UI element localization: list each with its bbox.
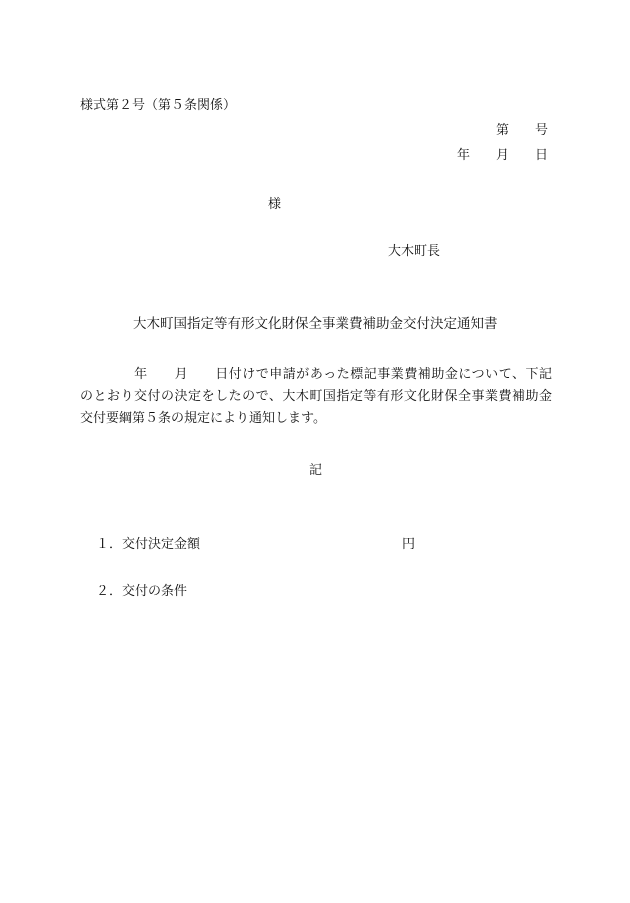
ki-heading: 記 [309,463,323,478]
body-line: 交付要綱第５条の規定により通知します。 [80,411,326,426]
document-title: 大木町国指定等有形文化財保全事業費補助金交付決定通知書 [133,316,498,332]
form-label: 様式第２号（第５条関係） [80,98,237,113]
document-date: 年 月 日 [456,148,548,163]
body-line: のとおり交付の決定をしたので、大木町国指定等有形文化財保全事業費補助金 [80,389,552,404]
item-grant-amount-label: １．交付決定金額 [96,537,201,552]
item-grant-amount-unit: 円 [402,537,416,552]
document-number: 第 号 [495,123,548,138]
item-grant-conditions-label: ２．交付の条件 [96,584,188,599]
body-paragraph [80,364,552,430]
issuer-name: 大木町長 [388,244,441,259]
body-line: 年 月 日付けで申請があった標記事業費補助金について、下記 [80,367,552,382]
addressee-honorific: 様 [268,197,282,212]
